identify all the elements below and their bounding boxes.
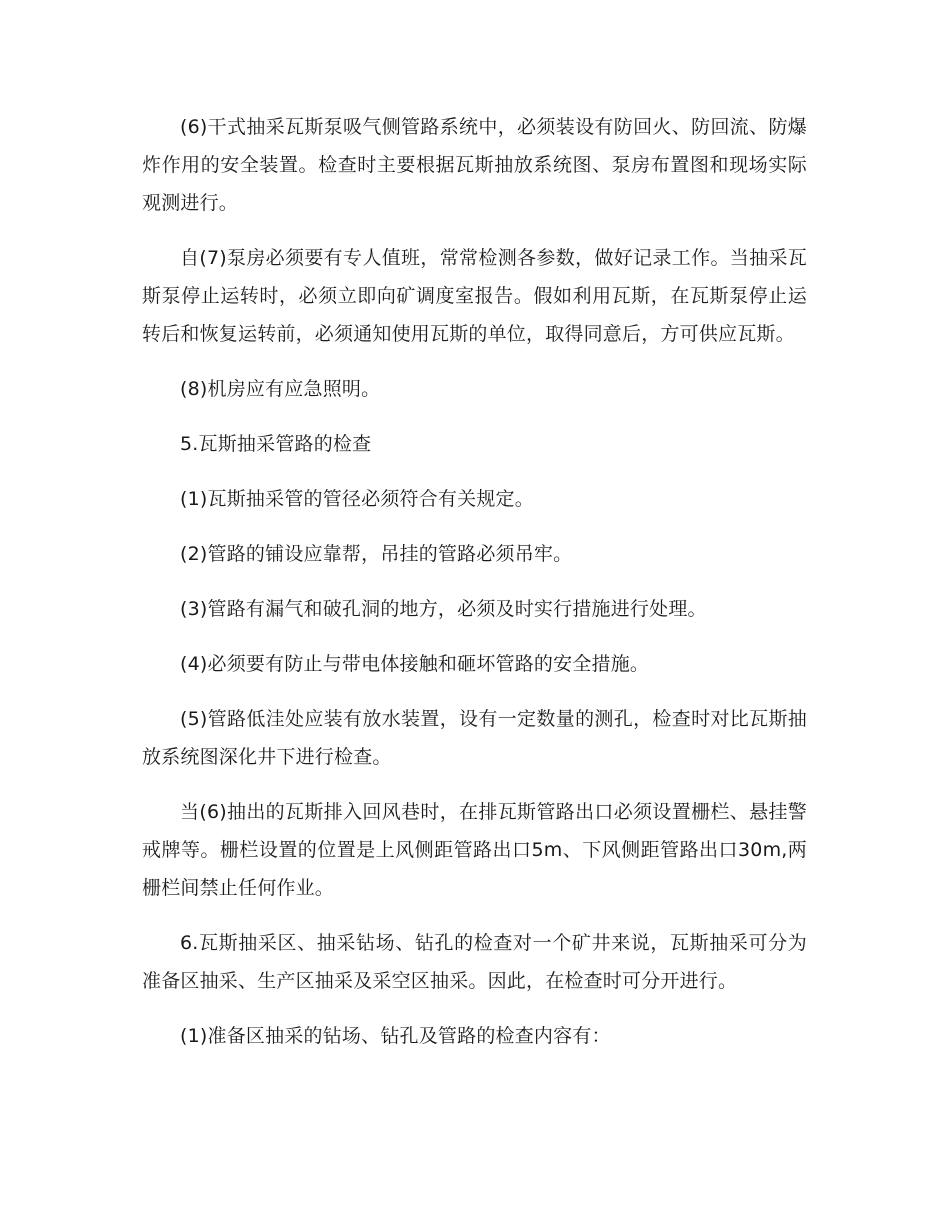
document-body	[142, 108, 807, 1072]
paragraph-pipe-leak: (3)管路有漏气和破孔洞的地方，必须及时实行措施进行处理。	[180, 598, 707, 620]
paragraph-pipe-diameter: (1)瓦斯抽采管的管径必须符合有关规定。	[180, 488, 534, 510]
section-heading-drainage-area: 6.瓦斯抽采区、抽采钻场、钻孔的检查对一个矿井来说，瓦斯抽采可分为准备区抽采、生产区抽采及采空区抽采。因此，在检查时可分开进行。	[142, 932, 807, 992]
paragraph-pump-safety-device: (6)干式抽采瓦斯泵吸气侧管路系统中，必须装设有防回火、防回流、防爆炸作用的安全装置。检查时主要根据瓦斯抽放系统图、泵房布置图和现场实际观测进行。	[142, 116, 807, 214]
paragraph-drainage-device: (5)管路低洼处应装有放水装置，设有一定数量的测孔，检查时对比瓦斯抽放系统图深化井下进行检查。	[142, 708, 807, 768]
paragraph-emergency-lighting: (8)机房应有应急照明。	[180, 378, 381, 400]
paragraph-pipe-laying: (2)管路的铺设应靠帮，吊挂的管路必须吊牢。	[180, 543, 573, 565]
paragraph-pump-room-duty: 自(7)泵房必须要有专人值班，常常检测各参数，做好记录工作。当抽采瓦斯泵停止运转时，必须立即向矿调度室报告。假如利用瓦斯，在瓦斯泵停止运转后和恢复运转前，必须通知使用瓦斯的单位，取得同意后，方可供应瓦斯。	[142, 247, 807, 345]
section-heading-pipeline-inspection: 5.瓦斯抽采管路的检查	[180, 433, 372, 455]
paragraph-exhaust-fence: 当(6)抽出的瓦斯排入回风巷时，在排瓦斯管路出口必须设置栅栏、悬挂警戒牌等。栅栏设置的位置是上风侧距管路出口5m、下风侧距管路出口30m,两栅栏间禁止任何作业。	[142, 801, 807, 899]
paragraph-preparation-area: (1)准备区抽采的钻场、钻孔及管路的检查内容有：	[180, 1025, 611, 1047]
paragraph-electrical-protection: (4)必须要有防止与带电体接触和砸坏管路的安全措施。	[180, 653, 650, 675]
